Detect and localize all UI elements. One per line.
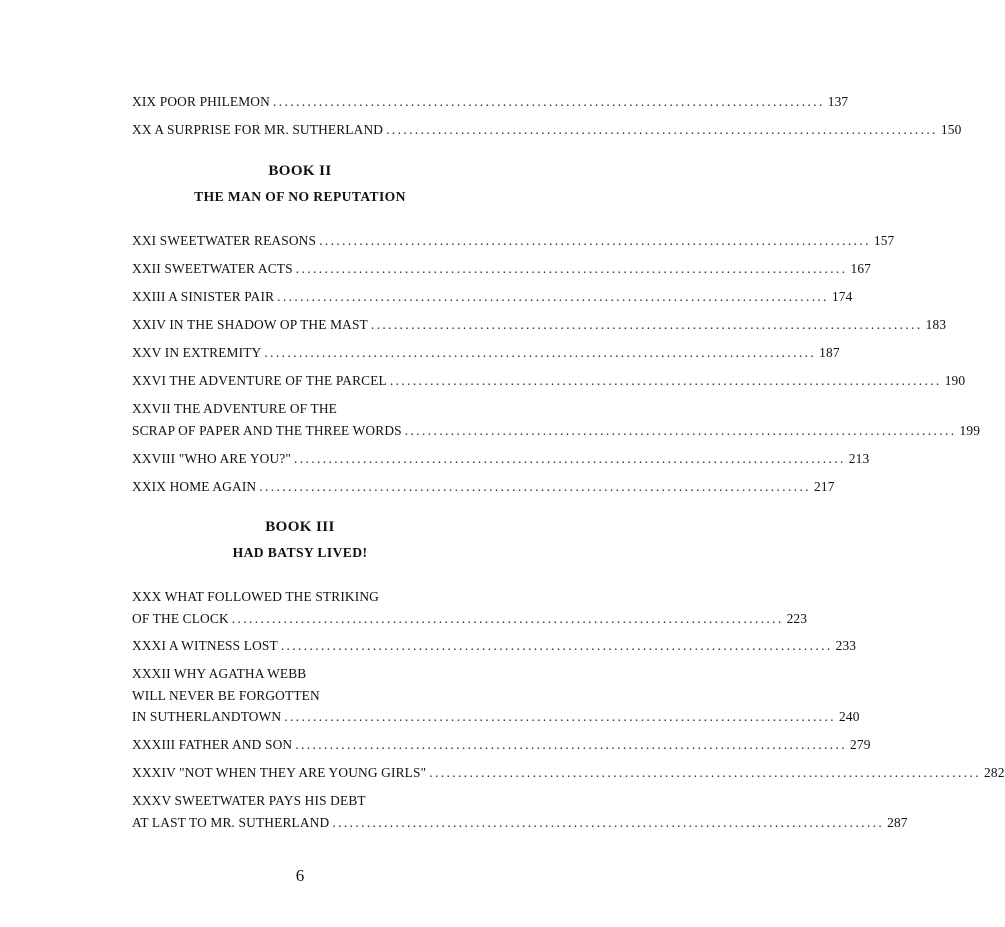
toc-entry-title: XXXIV "NOT WHEN THEY ARE YOUNG GIRLS" [132,765,427,780]
toc-entry-title: XXIV IN THE SHADOW OP THE MAST [132,317,368,332]
toc-entry-title: OF THE CLOCK [132,610,229,626]
toc-entry-page: 150 [940,122,962,137]
toc-entry [132,478,835,496]
toc-entry-page: 282 [984,765,1005,780]
toc-entry [132,121,962,139]
toc-entry [132,764,1005,782]
leader-dots: ................................................................................................ [404,422,957,438]
leader-dots: ................................................................................................ [277,289,829,304]
toc-entry-title: XX A SURPRISE FOR MR. SUTHERLAND [132,122,384,137]
toc-entry [132,232,895,250]
toc-entry-title: XXIX HOME AGAIN [132,479,257,494]
toc-entry-title-line: WILL NEVER BE FORGOTTEN [132,687,320,703]
toc-entry [132,450,870,468]
toc-entry [132,736,871,754]
leader-dots: ................................................................................................ [386,122,938,137]
toc-entry [132,344,840,362]
toc-entry-page: 213 [848,451,870,466]
leader-dots: ................................................................................................ [295,261,848,276]
leader-dots: ................................................................................................ [264,345,817,360]
page-number: 6 [295,866,305,885]
toc-entry-title: XXII SWEETWATER ACTS [132,261,293,276]
toc-entry-title: XXI SWEETWATER REASONS [132,233,317,248]
toc-entry-title-line: XXX WHAT FOLLOWED THE STRIKING [132,589,380,604]
leader-dots: ................................................................................................ [259,479,812,494]
toc-entry-title-line: XXVII THE ADVENTURE OF THE [132,401,337,416]
toc-entry-page: 287 [887,814,908,830]
toc-entry-page: 199 [959,422,981,438]
toc-entry-page: 187 [819,345,840,360]
toc-entry-page: 240 [839,709,860,724]
toc-entry [132,316,947,334]
toc-entry [132,637,857,655]
book-subtitle: THE MAN OF NO REPUTATION [194,189,406,204]
leader-dots: ................................................................................................ [280,638,833,653]
toc-entry [132,93,849,111]
toc-entry-title: XXVIII "WHO ARE YOU?" [132,451,291,466]
toc-entry-title: IN SUTHERLANDTOWN [132,709,282,724]
leader-dots: ................................................................................................ [231,610,784,626]
toc-entry-page: 190 [944,373,966,388]
toc-entry-title: AT LAST TO MR. SUTHERLAND [132,814,330,830]
book-subtitle: HAD BATSY LIVED! [232,545,368,560]
leader-dots: ................................................................................................ [332,814,885,830]
toc-entry-page: 137 [827,94,849,109]
leader-dots: ................................................................................................ [370,317,923,332]
toc-entry-title-line: XXXII WHY AGATHA WEBB [132,666,307,681]
leader-dots: ................................................................................................ [294,451,846,466]
leader-dots: ................................................................................................ [272,94,825,109]
leader-dots: ................................................................................................ [429,765,981,780]
toc-entry-page: 157 [873,233,895,248]
toc-entry [132,260,872,278]
toc-entry-page: 183 [925,317,947,332]
toc-entry-title: XXXI A WITNESS LOST [132,638,278,653]
toc-entry-title: XXIII A SINISTER PAIR [132,289,275,304]
leader-dots: ................................................................................................ [319,233,871,248]
toc-entry-title: XXV IN EXTREMITY [132,345,262,360]
toc-entry [132,372,966,390]
toc-entry-page: 167 [850,261,872,276]
leader-dots: ................................................................................................ [389,373,942,388]
toc-entry [132,588,808,628]
toc-entry [132,792,908,832]
toc-entry-title: XXXIII FATHER AND SON [132,737,293,752]
toc-entry-title: XIX POOR PHILEMON [132,94,270,109]
toc-entry-page: 279 [850,737,871,752]
toc-entry-page: 233 [835,638,857,653]
toc-entry-title: XXVI THE ADVENTURE OF THE PARCEL [132,373,387,388]
toc-entry-title: SCRAP OF PAPER AND THE THREE WORDS [132,422,402,438]
book-heading: BOOK III [265,519,335,535]
leader-dots: ................................................................................................ [295,737,848,752]
toc-entry-page: 217 [814,479,835,494]
toc-entry-page: 174 [831,289,853,304]
toc-entry [132,400,981,440]
toc-entry [132,665,860,726]
book-heading: BOOK II [268,163,332,179]
toc-entry [132,288,853,306]
leader-dots: ................................................................................................ [284,709,836,724]
toc-entry-title-line: XXXV SWEETWATER PAYS HIS DEBT [132,793,366,808]
toc-entry-page: 223 [786,610,808,626]
